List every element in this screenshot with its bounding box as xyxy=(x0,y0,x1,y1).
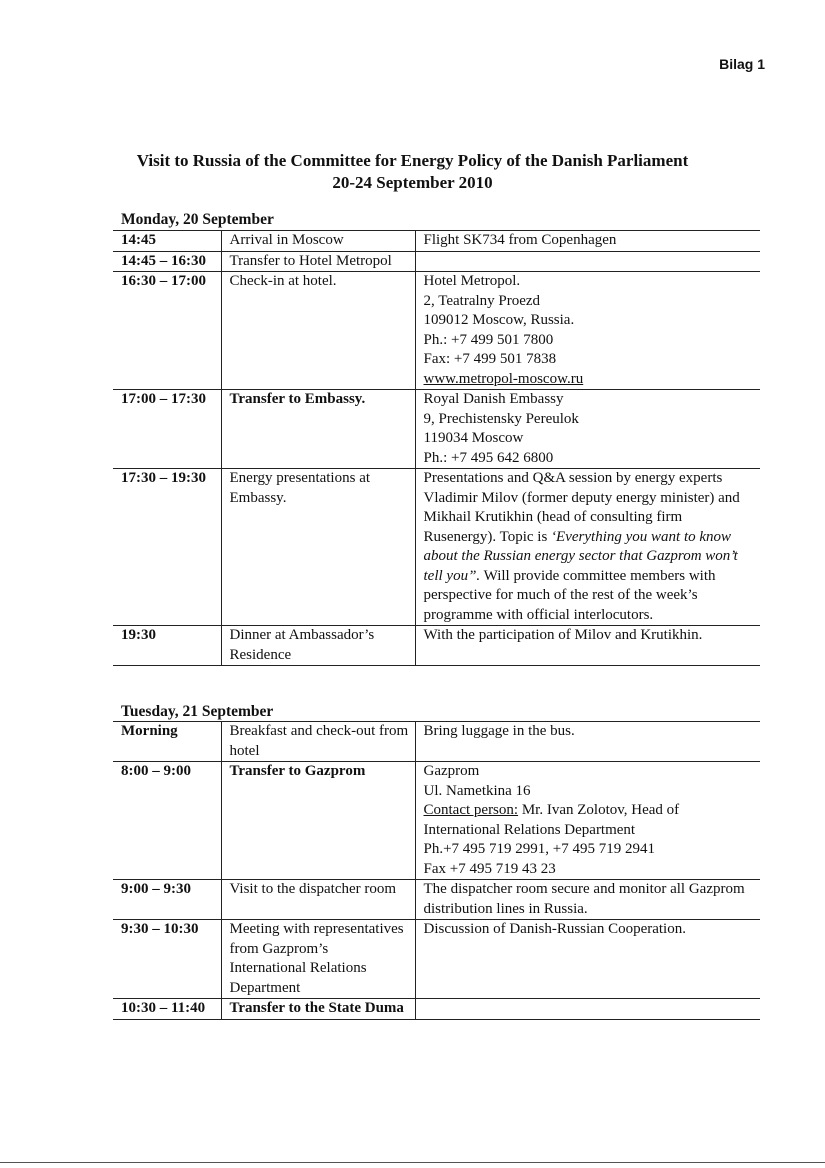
table-row xyxy=(113,251,760,272)
details-cell xyxy=(415,722,760,762)
activity-cell: Energy presentations at Embassy. xyxy=(221,469,415,626)
time-cell: 9:30 – 10:30 xyxy=(113,920,221,999)
time-cell: 8:00 – 9:00 xyxy=(113,762,221,880)
details-cell xyxy=(415,920,760,999)
detail-line: Ph.: +7 495 642 6800 xyxy=(423,449,554,466)
detail-line: Hotel Metropol. xyxy=(423,273,521,289)
activity-cell: Transfer to Hotel Metropol xyxy=(221,251,415,272)
activity-cell: Transfer to Gazprom xyxy=(221,762,415,880)
detail-intro: Presentations and Q&A session by energy experts Vladimir Milov (former deputy energy minister) and Mikhail Krutikhin (head of consulting firm Rusenergy). Topic is xyxy=(423,470,740,545)
details-cell xyxy=(415,880,760,920)
detail-line: Ph.+7 495 719 2991, +7 495 719 2941 xyxy=(423,841,656,857)
details-cell xyxy=(415,999,760,1020)
detail-line: Fax: +7 499 501 7838 xyxy=(423,351,557,367)
details-cell xyxy=(415,390,760,469)
time-cell: 14:45 – 16:30 xyxy=(113,251,221,272)
time-cell: 9:00 – 9:30 xyxy=(113,880,221,920)
title-line-2: 20-24 September 2010 xyxy=(332,173,493,192)
detail-line: Royal Danish Embassy xyxy=(423,391,564,407)
activity-cell: Dinner at Ambassador’s Residence xyxy=(221,626,415,666)
table-row xyxy=(113,762,760,880)
table-row xyxy=(113,920,760,999)
detail-line: 9, Prechistensky Pereulok xyxy=(423,410,579,427)
table-row xyxy=(113,880,760,920)
contact-label: Contact person: xyxy=(423,802,519,818)
detail-line: 119034 Moscow xyxy=(423,430,524,446)
table-row xyxy=(113,390,760,469)
table-row xyxy=(113,999,760,1020)
table-row xyxy=(113,272,760,390)
schedule-table-tuesday xyxy=(113,721,760,1020)
time-cell: 17:30 – 19:30 xyxy=(113,469,221,626)
detail-line: Fax +7 495 719 43 23 xyxy=(423,860,556,877)
detail-line: The dispatcher room secure and monitor all Gazprom distribution lines in Russia. xyxy=(423,881,745,917)
activity-cell: Check-in at hotel. xyxy=(221,272,415,390)
time-cell: Morning xyxy=(113,722,221,762)
hotel-website-link[interactable]: www.metropol-moscow.ru xyxy=(423,370,584,387)
details-cell xyxy=(415,272,760,390)
contact-line xyxy=(424,801,755,840)
detail-line: Ul. Nametkina 16 xyxy=(423,782,531,799)
detail-line: Discussion of Danish-Russian Cooperation. xyxy=(423,921,686,937)
detail-quote: ‘Everything you want to know about the Russian energy sector that Gazprom won’t tell you”. xyxy=(423,528,738,584)
activity-cell: Breakfast and check-out from hotel xyxy=(221,722,415,762)
activity-cell: Visit to the dispatcher room xyxy=(221,880,415,920)
table-row xyxy=(113,722,760,762)
table-row xyxy=(113,231,760,252)
activity-cell: Meeting with representatives from Gazprom’s International Relations Department xyxy=(221,920,415,999)
page-bottom-rule xyxy=(0,1162,825,1163)
page-label: Bilag 1 xyxy=(719,56,765,72)
detail-outro: Will provide committee members with perspective for much of the rest of the week’s programme with official interlocutors. xyxy=(423,567,716,623)
activity-cell: Transfer to Embassy. xyxy=(221,390,415,469)
time-cell: 19:30 xyxy=(113,626,221,666)
detail-line: With the participation of Milov and Krutikhin. xyxy=(423,627,703,643)
contact-text: Mr. Ivan Zolotov, Head of International Relations Department xyxy=(423,802,680,838)
activity-cell: Transfer to the State Duma xyxy=(221,999,415,1020)
detail-line: Flight SK734 from Copenhagen xyxy=(423,232,617,248)
details-cell xyxy=(415,251,760,272)
day-heading-tuesday: Tuesday, 21 September xyxy=(121,703,274,720)
day-heading-monday: Monday, 20 September xyxy=(121,211,274,228)
document-title xyxy=(0,150,825,194)
time-cell: 16:30 – 17:00 xyxy=(113,272,221,390)
details-cell xyxy=(415,469,760,626)
details-cell xyxy=(415,762,760,880)
detail-line: Bring luggage in the bus. xyxy=(423,723,575,739)
detail-line: Ph.: +7 499 501 7800 xyxy=(423,331,554,348)
detail-line: 2, Teatralny Proezd xyxy=(423,292,541,309)
time-cell: 10:30 – 11:40 xyxy=(113,999,221,1020)
time-cell: 14:45 xyxy=(113,231,221,252)
detail-line: Gazprom xyxy=(423,763,480,779)
time-cell: 17:00 – 17:30 xyxy=(113,390,221,469)
table-row xyxy=(113,469,760,626)
details-cell xyxy=(415,626,760,666)
details-cell xyxy=(415,231,760,252)
schedule-table-monday xyxy=(113,230,760,666)
activity-cell: Arrival in Moscow xyxy=(221,231,415,252)
detail-line: 109012 Moscow, Russia. xyxy=(423,312,575,328)
title-line-1: Visit to Russia of the Committee for Energy Policy of the Danish Parliament xyxy=(136,151,689,170)
table-row xyxy=(113,626,760,666)
